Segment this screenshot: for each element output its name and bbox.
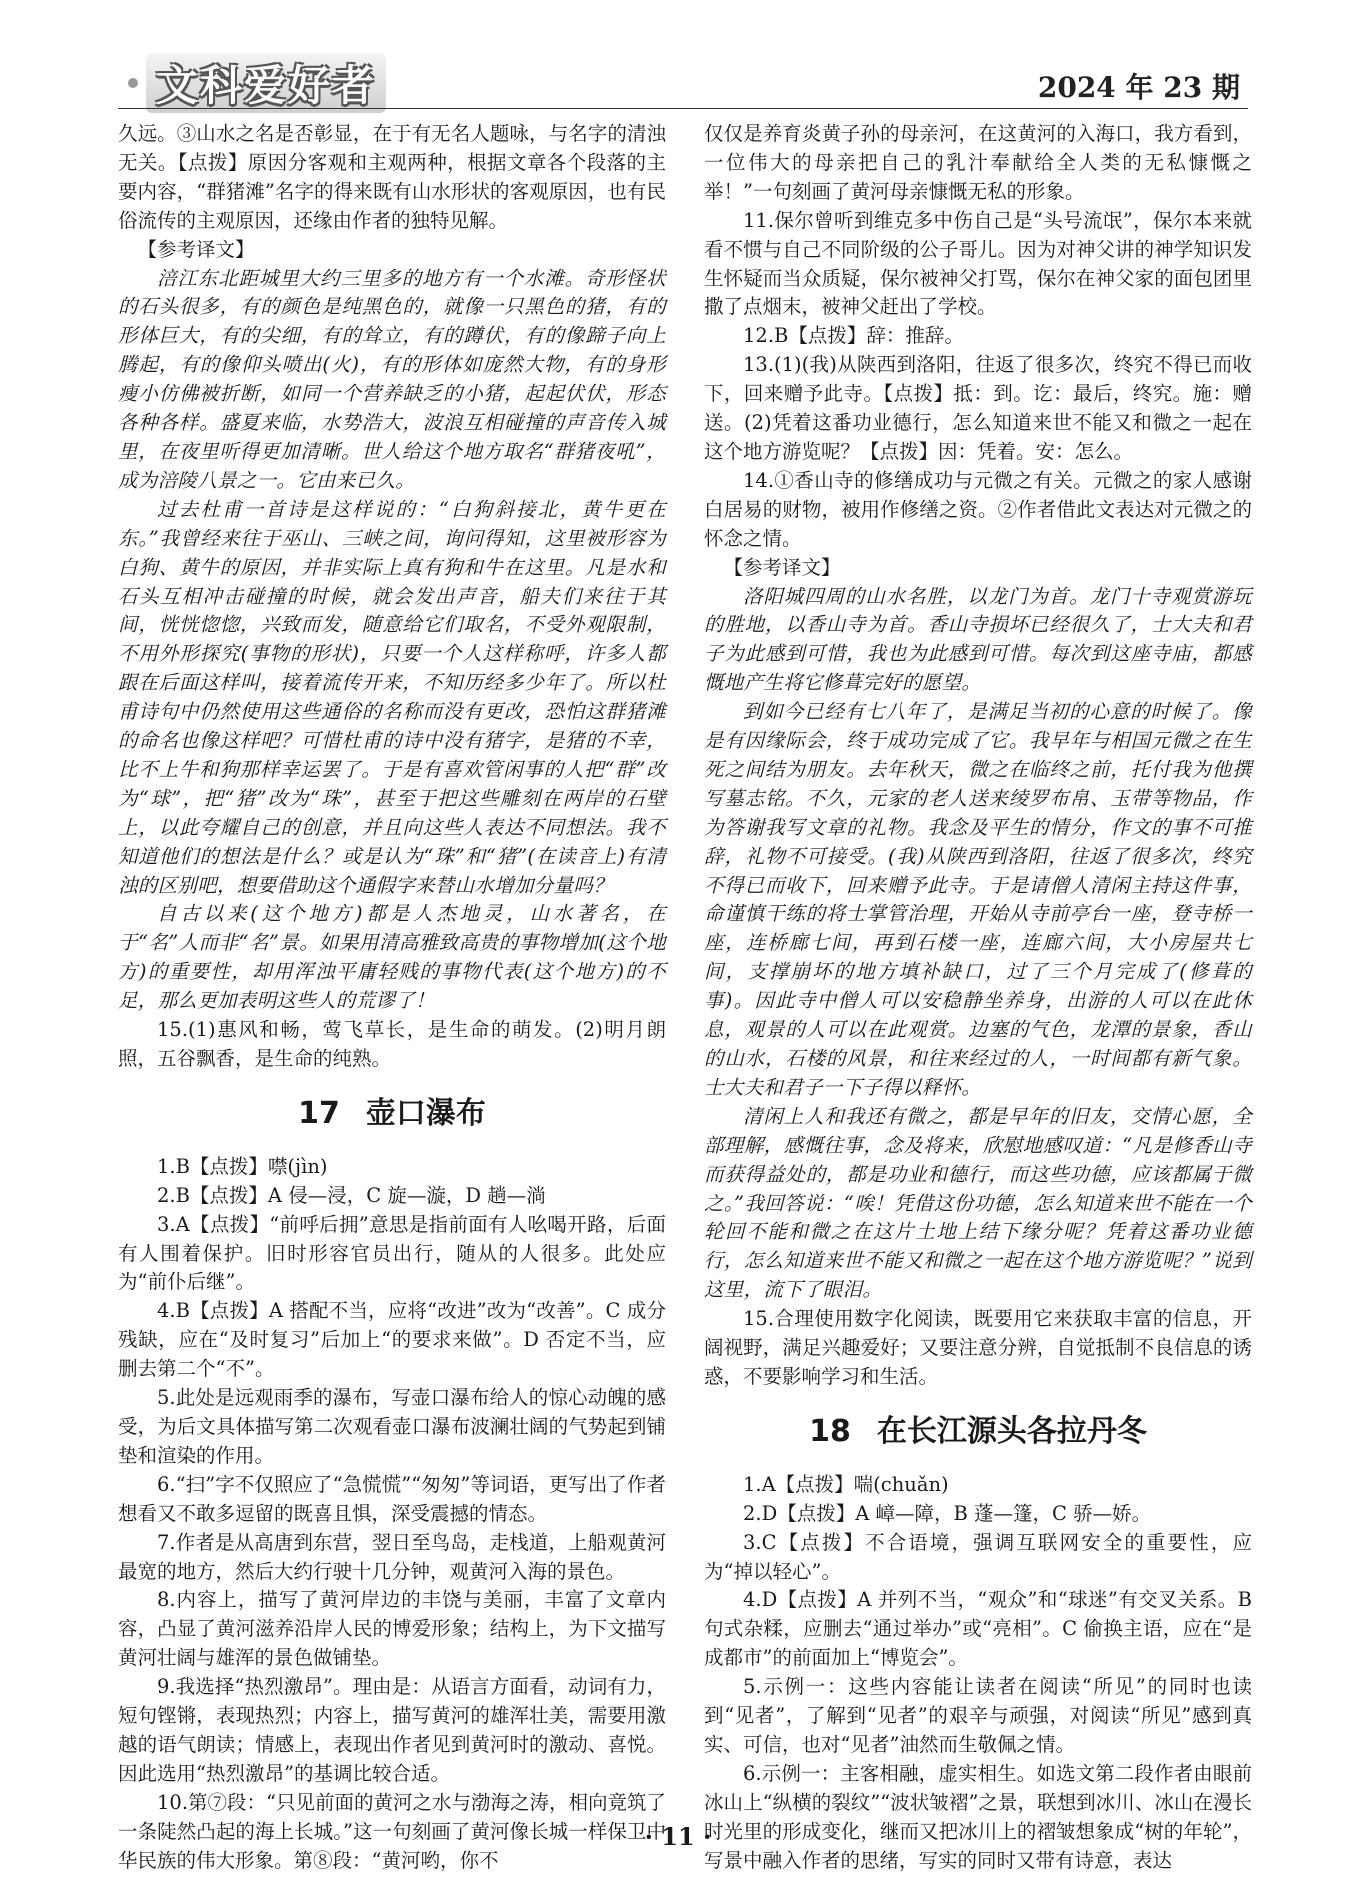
issue-label: 2024 年 23 期 [1037,71,1240,104]
answer-paragraph: 8.内容上，描写了黄河岸边的丰饶与美丽，丰富了文章内容，凸显了黄河滋养沿岸人民的博爱形象；结构上，为下文描写黄河壮阔与雄浑的景色做铺垫。 [118,1588,666,1670]
section-number: 18 [809,1413,851,1449]
section-heading: 在长江源头各拉丹冬 [876,1413,1147,1449]
translation-paragraph: 涪江东北距城里大约三里多的地方有一个水滩。奇形怪状的石头很多，有的颜色是纯黑色的，就像一只黑色的猪，有的形体巨大，有的尖细，有的耸立，有的蹲伏，有的像蹄子向上腾起，有的像仰头喷出(火)，有的形体如庞然大物，有的身形瘦小仿佛被折断，如同一个营养缺乏的小猪，起起伏伏，形态各种各样。盛夏来临，水势浩大，波浪互相碰撞的声音传入城里，在夜里听得更加清晰。世人给这个地方取名“群猪夜吼”，成为涪陵八景之一。它由来已久。 [118,266,666,492]
answer-paragraph: 6.示例一：主客相融，虚实相生。如选文第二段作者由眼前冰山上“纵横的裂纹”“波状皱褶”之景，联想到冰川、冰山在漫长时光里的形成变化，继而又把冰川上的褶皱想象成“树的年轮”，写景中融入作者的思绪，写实的同时又带有诗意，表达 [704,1761,1252,1872]
answer-paragraph: 3.C【点拨】不合语境，强调互联网安全的重要性，应为“掉以轻心”。 [704,1530,1252,1583]
translation-paragraph: 清闲上人和我还有微之，都是早年的旧友，交情心愿，全部理解，感慨往事，念及将来，欣慰地感叹道：“凡是修香山寺而获得益处的，都是功业和德行，而这些功德，应该都属于微之。”我回答说：“唉！凭借这份功德，怎么知道来世不能在一个轮回不能和微之在这片土地上结下缘分呢？凭着这番功业德行，怎么知道来世不能又和微之一起在这个地方游览呢？”说到这里，流下了眼泪。 [704,1104,1252,1302]
answer-paragraph: 6.“扫”字不仅照应了“急慌慌”“匆匆”等词语，更写出了作者想看又不敢多逗留的既喜且惧，深受震撼的情态。 [118,1472,666,1525]
left-column [118,120,666,1875]
reference-translation-label: 【参考译文】 [137,237,255,261]
answer-paragraph: 5.示例一：这些内容能让读者在阅读“所见”的同时也读到“见者”，了解到“见者”的艰辛与顽强，对阅读“所见”感到真实、可信，也对“见者”油然而生敬佩之情。 [704,1675,1252,1756]
brand-logo [128,58,386,108]
brand-title: 文科爱好者 [146,53,386,113]
answer-paragraph: 10.第⑦段：“只见前面的黄河之水与渤海之涛，相向竟筑了一条陡然凸起的海上长城。”这一句刻画了黄河像长城一样保卫中华民族的伟大形象。第⑧段：“黄河哟，你不 [118,1790,666,1872]
section-number: 17 [298,1095,340,1131]
answer-paragraph: 15.合理使用数字化阅读，既要用它来获取丰富的信息，开阔视野，满足兴趣爱好；又要注意分辨，自觉抵制不良信息的诱惑，不要影响学习和生活。 [704,1307,1252,1388]
answer-paragraph: 仅仅是养育炎黄子孙的母亲河，在这黄河的入海口，我方看到，一位伟大的母亲把自己的乳汁奉献给全人类的无私慷慨之举！”一句刻画了黄河母亲慷慨无私的形象。 [704,122,1252,203]
translation-paragraph: 过去杜甫一首诗是这样说的：“白狗斜接北，黄牛更在东。”我曾经来往于巫山、三峡之间，询问得知，这里被形容为白狗、黄牛的原因，并非实际上真有狗和牛在这里。凡是水和石头互相冲击碰撞的时候，就会发出声音，船夫们来往于其间，恍恍惚惚，兴致而发，随意给它们取名，不受外观限制，不用外形探究(事物的形状)，只要一个人这样称呼，许多人都跟在后面这样叫，接着流传开来，不知历经多少年了。所以杜甫诗句中仍然使用这些通俗的名称而没有更改，恐怕这群猪滩的命名也像这样吧？可惜杜甫的诗中没有猪字，是猪的不幸，比不上牛和狗那样幸运罢了。于是有喜欢管闲事的人把“群”改为“球”，把“猪”改为“珠”，甚至于把这些雕刻在两岸的石壁上，以此夸耀自己的创意，并且向这些人表达不同想法。我不知道他们的想法是什么？或是认为“珠”和“猪”(在读音上)有清浊的区别吧，想要借助这个通假字来替山水增加分量吗？ [118,497,666,897]
answer-paragraph: 2.B【点拨】A 侵—浸，C 旋—漩，D 趟—淌 [157,1183,546,1207]
answer-paragraph: 9.我选择“热烈激昂”。理由是：从语言方面看，动词有力，短句铿锵，表现热烈；内容上，描写黄河的雄浑壮美，需要用激越的语气朗读；情感上，表现出作者见到黄河时的激动、喜悦。因此选用“热烈激昂”的基调比较合适。 [118,1675,666,1785]
answer-paragraph: 1.B【点拨】噤(jìn) [157,1154,328,1178]
section-title [704,1413,1252,1449]
answer-paragraph: 4.B【点拨】A 搭配不当，应将“改进”改为“改善”。C 成分残缺，应在“及时复习”后加上“的要求来做”。D 否定不当，应删去第二个“不”。 [118,1299,666,1381]
answer-paragraph: 13.(1)(我)从陕西到洛阳，往返了很多次，终究不得已而收下，回来赠予此寺。【点拨】抵：到。讫：最后，终究。施：赠送。(2)凭着这番功业德行，怎么知道来世不能又和微之一起在这个地方游览呢？【点拨】因：凭着。安：怎么。 [704,353,1252,463]
answer-paragraph: 5.此处是远观雨季的瀑布，写壶口瀑布给人的惊心动魄的感受，为后文具体描写第二次观看壶口瀑布波澜壮阔的气势起到铺垫和渲染的作用。 [118,1386,666,1467]
right-column [704,120,1252,1875]
answer-paragraph: 11.保尔曾听到维克多中伤自己是“头号流氓”，保尔本来就看不惯与自己不同阶级的公子哥儿。因为对神父讲的神学知识发生怀疑而当众质疑，保尔被神父打骂，保尔在神父家的面包团里撒了点烟末，被神父赶出了学校。 [704,208,1252,319]
section-heading: 壶口瀑布 [365,1095,486,1131]
answer-paragraph: 3.A【点拨】“前呼后拥”意思是指前面有人吆喝开路，后面有人围着保护。旧时形容官员出行，随从的人很多。此处应为“前仆后继”。 [118,1212,666,1294]
answer-paragraph: 4.D【点拨】A 并列不当，“观众”和“球迷”有交叉关系。B 句式杂糅，应删去“通过举办”或“亮相”。C 偷换主语，应在“是成都市”的前面加上“博览会”。 [704,1588,1252,1670]
answer-paragraph: 7.作者是从高唐到东营，翌日至鸟岛，走栈道，上船观黄河最宽的地方，然后大约行驶十几分钟，观黄河入海的景色。 [118,1530,666,1583]
answer-paragraph: 14.①香山寺的修缮成功与元微之有关。元微之的家人感谢白居易的财物，被用作修缮之资。②作者借此文表达对元微之的怀念之情。 [704,468,1252,550]
bullet-icon [128,78,138,88]
reference-translation-label: 【参考译文】 [723,555,841,579]
answer-paragraph: 2.D【点拨】A 嶂—障，B 蓬—篷，C 骄—娇。 [743,1501,1152,1525]
translation-paragraph: 到如今已经有七八年了，是满足当初的心意的时候了。像是有因缘际会，终于成功完成了它。我早年与相国元微之在生死之间结为朋友。去年秋天，微之在临终之前，托付我为他撰写墓志铭。不久，元家的老人送来绫罗布帛、玉带等物品，作为答谢我写文章的礼物。我念及平生的情分，作文的事不可推辞，礼物不可接受。(我)从陕西到洛阳，往返了很多次，终究不得已而收下，回来赠予此寺。于是请僧人清闲主持这件事，命谨慎干练的将士掌管治理，开始从寺前亭台一座，登寺桥一座，连桥廊七间，再到石楼一座，连廊六间，大小房屋共七间，支撑崩坏的地方填补缺口，过了三个月完成了(修葺的事)。因此寺中僧人可以安稳静坐养身，出游的人可以在此休息，观景的人可以在此观赏。边塞的气色，龙潭的景象，香山的山水，石楼的风景，和往来经过的人，一时间都有新气象。士大夫和君子一下子得以释怀。 [704,700,1252,1099]
translation-paragraph: 洛阳城四周的山水名胜，以龙门为首。龙门十寺观赏游玩的胜地，以香山寺为首。香山寺损坏已经很久了，士大夫和君子为此感到可惜，我也为此感到可惜。每次到这座寺庙，都感慨地产生将它修葺完好的愿望。 [704,584,1252,695]
answer-paragraph: 12.B【点拨】辞：推辞。 [743,324,964,348]
header-rule [118,108,1248,109]
answer-paragraph: 久远。③山水之名是否彰显，在于有无名人题咏，与名字的清浊无关。【点拨】原因分客观和主观两种，根据文章各个段落的主要内容，“群猪滩”名字的得来既有山水形状的客观原因，也有民俗流传的主观原因，还缘由作者的独特见解。 [118,122,666,232]
section-title [118,1095,666,1131]
translation-paragraph: 自古以来(这个地方)都是人杰地灵，山水著名，在于“名”人而非“名”景。如果用清高雅致高贵的事物增加(这个地方)的重要性，却用浑浊平庸轻贱的事物代表(这个地方)的不足，那么更加表明这些人的荒谬了！ [118,902,666,1013]
answer-paragraph: 15.(1)惠风和畅，莺飞草长，是生命的萌发。(2)明月朗照，五谷飘香，是生命的纯熟。 [118,1018,666,1070]
answer-paragraph: 1.A【点拨】喘(chuǎn) [743,1472,949,1496]
page-number: · 11 · [644,1822,712,1851]
